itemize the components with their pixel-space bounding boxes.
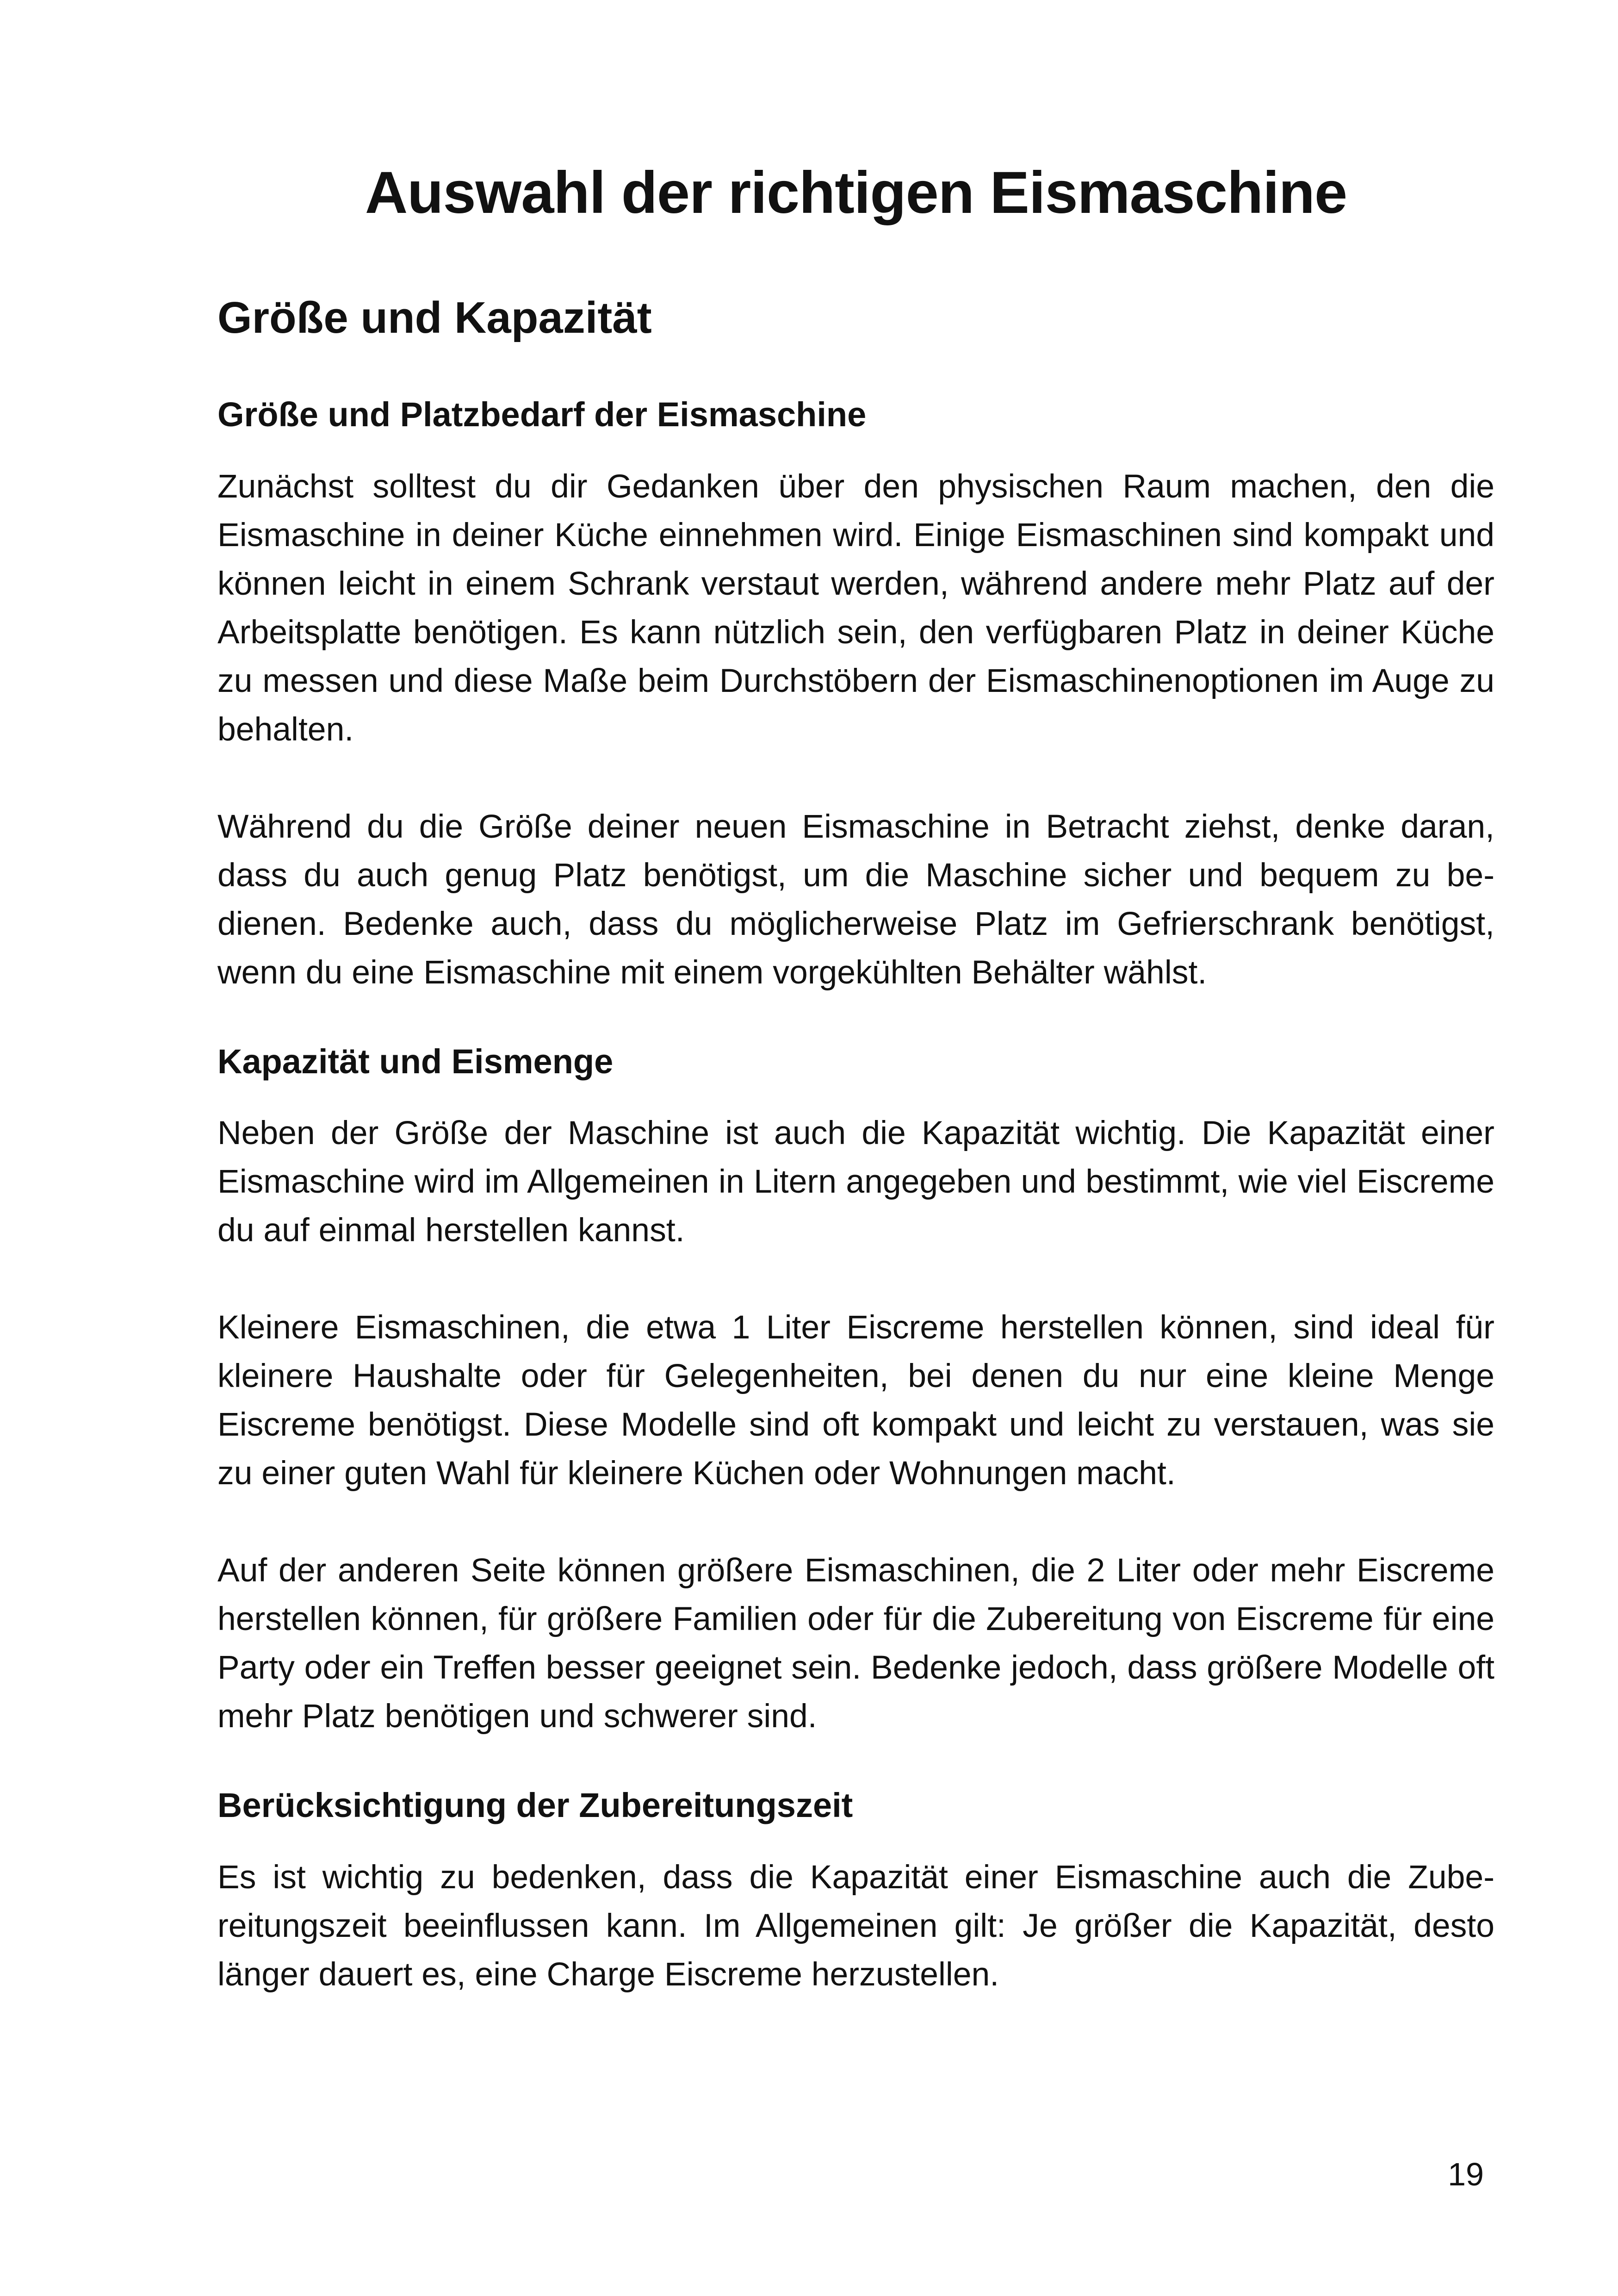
paragraph-capacity-2: Kleinere Eismaschinen, die etwa 1 Liter Eiscreme herstellen können, sind ideal für kleinere Haushalte oder für Gelegenheiten, bei denen du nur eine kleine Menge Eiscreme benötigst. Diese Modelle sind oft kompakt und leicht zu verstauen, was sie zu einer guten Wahl für kleinere Küchen oder Wohnungen macht. [217,1309,1494,1492]
subsection-heading-size: Größe und Platzbedarf der Eismaschine [217,395,867,434]
page-content [217,157,1494,1999]
subsection-heading-capacity: Kapazität und Eismenge [217,1042,614,1081]
subsection-heading-preparation-time: Berücksichtigung der Zubereitungszeit [217,1786,853,1825]
section-heading: Größe und Kapazität [217,292,652,342]
paragraph-preparation-time-1: Es ist wichtig zu bedenken, dass die Kapazität einer Eismaschine auch die Zubereitungszeit beeinflussen kann. Im Allgemeinen gilt: Je größer die Kapazität, desto länger dauert es, eine Charge Eiscreme herzustellen. [217,1859,1494,1993]
paragraph-capacity-1: Neben der Größe der Maschine ist auch die Kapazität wichtig. Die Kapazität einer Eismaschine wird im Allgemeinen in Litern angegeben und bestimmt, wie viel Eiscreme du auf einmal herstellen kannst. [217,1114,1494,1249]
paragraph-size-1: Zunächst solltest du dir Gedanken über den physischen Raum machen, den die Eismaschine in deiner Küche einnehmen wird. Einige Eismaschinen sind kompakt und können leicht in einem Schrank verstaut werden, während andere mehr Platz auf der Arbeitsplatte benötigen. Es kann nützlich sein, den verfügbaren Platz in deiner Küche zu messen und diese Maße beim Durchstöbern der Eismaschinenoptionen im Auge zu behalten. [217,467,1494,748]
page-title: Auswahl der richtigen Eismaschine [365,160,1347,226]
paragraph-capacity-3: Auf der anderen Seite können größere Eismaschinen, die 2 Liter oder mehr Eiscreme herstellen können, für größere Familien oder für die Zubereitung von Eiscreme für eine Party oder ein Treffen besser geeignet sein. Bedenke jedoch, dass größere Modelle oft mehr Platz benötigen und schwerer sind. [217,1552,1494,1735]
paragraph-size-2: Während du die Größe deiner neuen Eismaschine in Betracht ziehst, denke daran, dass du auch genug Platz benötigst, um die Maschine sicher und bequem zu bedienen. Bedenke auch, dass du möglicherweise Platz im Gefrierschrank benötigst, wenn du eine Eismaschine mit einem vorgekühlten Behälter wählst. [217,808,1494,991]
page-number: 19 [1448,2156,1484,2192]
